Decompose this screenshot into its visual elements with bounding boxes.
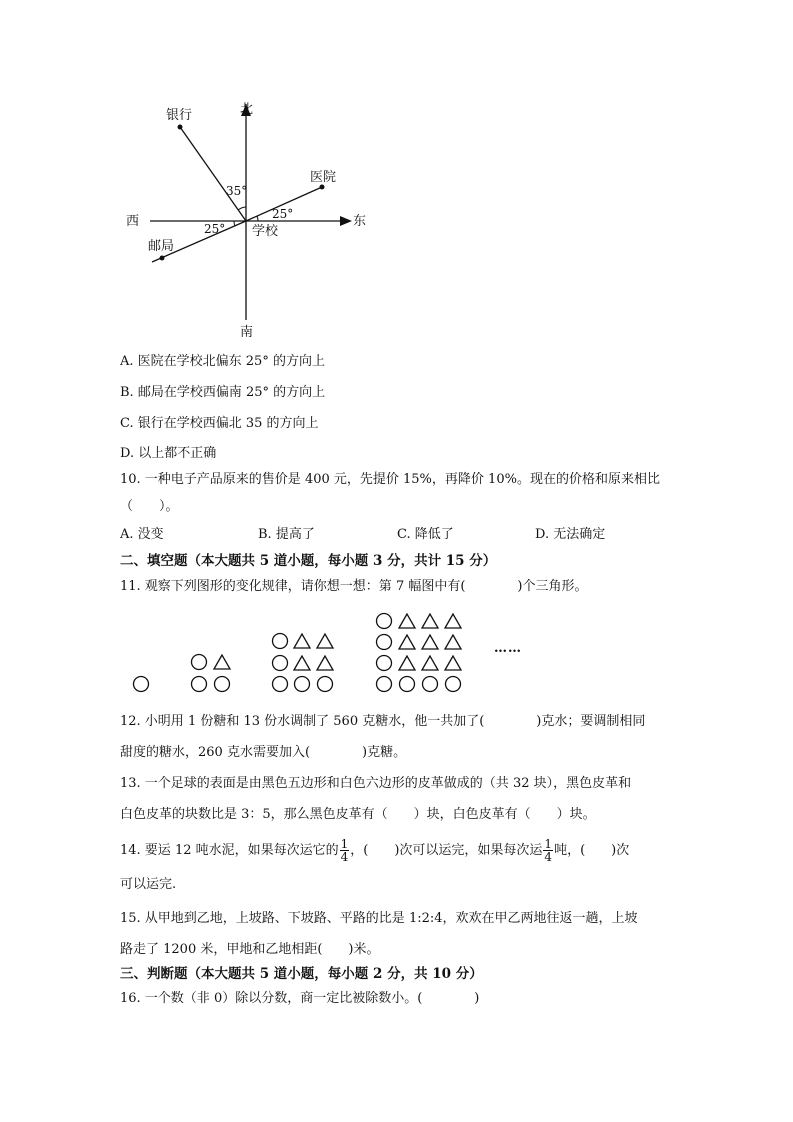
circle-shape [215, 677, 230, 692]
q13-line2: 白色皮革的块数比是 3：5，那么黑色皮革有（ ）块，白色皮革有（ ）块。 [120, 807, 596, 822]
fraction-numerator: 1 [340, 837, 349, 851]
east-arrow [340, 216, 352, 226]
q11-text: 11. 观察下列图形的变化规律，请你想一想：第 7 幅图中有( )个三角形。 [120, 579, 588, 594]
q9-option-d: D. 以上都不正确 [120, 446, 217, 461]
fraction-numerator: 1 [544, 837, 553, 851]
fraction-denominator: 4 [544, 850, 553, 864]
school-label: 学校 [252, 224, 279, 239]
bank-point [178, 125, 183, 130]
q10-line1: 10. 一种电子产品原来的售价是 400 元，先提价 15%，再降价 10%。现在的价格和原来相比 [120, 472, 660, 487]
shape-pattern [134, 614, 462, 692]
q9-option-b: B. 邮局在学校西偏南 25° 的方向上 [120, 385, 326, 400]
bank-label: 银行 [166, 108, 193, 123]
q9-option-a: A. 医院在学校北偏东 25° 的方向上 [120, 354, 325, 369]
circle-shape [192, 677, 207, 692]
q12-line1: 12. 小明用 1 份糖和 13 份水调制了 560 克糖水，他一共加了( )克水；要调制相同 [120, 714, 646, 729]
east-label: 东 [353, 214, 367, 229]
q10-option-b: B. 提高了 [258, 527, 315, 542]
pattern-ellipsis: …… [494, 641, 522, 656]
q10-option-d: D. 无法确定 [535, 527, 606, 542]
south-label: 南 [240, 325, 254, 340]
angle-hospital-label: 25° [272, 207, 294, 221]
angle-post-label: 25° [204, 222, 226, 236]
q14-part2: ，( )次可以运完，如果每次运 [350, 843, 543, 858]
q16-text: 16. 一个数（非 0）除以分数，商一定比被除数小。( ) [120, 991, 480, 1006]
q14-line2: 可以运完. [120, 877, 177, 892]
q13-line1: 13. 一个足球的表面是由黑色五边形和白色六边形的皮革做成的（共 32 块），黑色皮革和 [120, 776, 632, 791]
west-label: 西 [126, 214, 140, 229]
fraction-denominator: 4 [340, 850, 349, 864]
hospital-label: 医院 [310, 170, 337, 185]
circle-shape [134, 677, 149, 692]
q12-line2: 甜度的糖水，260 克水需要加入( )克糖。 [120, 745, 407, 760]
q14-part3: 吨，( )次 [554, 843, 630, 858]
q15-line2: 路走了 1200 米，甲地和乙地相距( )米。 [120, 942, 380, 957]
q10-option-a: A. 没变 [120, 527, 164, 542]
q9-option-c: C. 银行在学校西偏北 35 的方向上 [120, 416, 319, 431]
q14-part1: 14. 要运 12 吨水泥，如果每次运它的 [120, 843, 339, 858]
triangle-shape [214, 655, 230, 669]
angle-bank-label: 35° [226, 184, 248, 198]
post-office-point [160, 256, 165, 261]
fraction-one-quarter [543, 838, 553, 863]
section-3-heading: 三、判断题（本大题共 5 道小题，每小题 2 分，共 10 分） [120, 966, 483, 982]
q10-option-c: C. 降低了 [397, 527, 454, 542]
q15-line1: 15. 从甲地到乙地，上坡路、下坡路、平路的比是 1:2:4，欢欢在甲乙两地往返一趟，上坡 [120, 911, 638, 926]
section-2-heading: 二、填空题（本大题共 5 道小题，每小题 3 分，共计 15 分） [120, 553, 497, 569]
circle-shape [192, 655, 207, 670]
north-label: 北 [240, 102, 254, 117]
q14-line1 [120, 838, 629, 864]
q10-line2: （ ）。 [120, 499, 179, 514]
fraction-one-quarter [340, 838, 350, 863]
post-office-label: 邮局 [148, 239, 175, 254]
